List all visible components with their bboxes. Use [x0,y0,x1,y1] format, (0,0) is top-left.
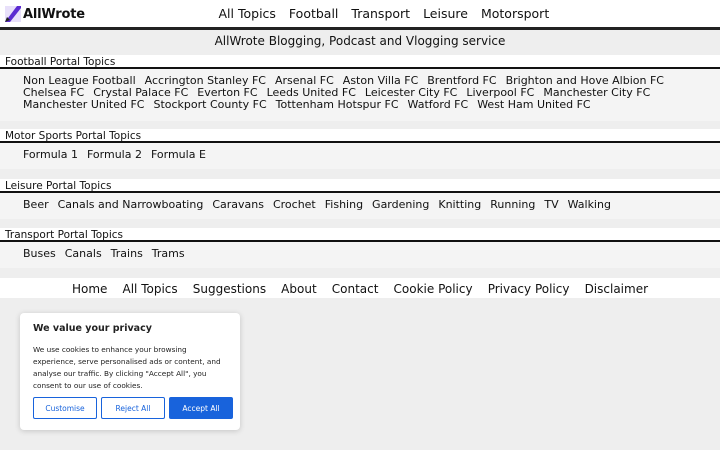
cookie-banner [20,313,240,430]
topic-link[interactable]: Leicester City FC [364,86,458,100]
footer-privacy-policy[interactable]: Privacy Policy [487,282,570,296]
top-nav [212,6,556,21]
footer-suggestions[interactable]: Suggestions [192,282,267,296]
topic-link[interactable]: Accrington Stanley FC [144,74,266,87]
section-title: Football Portal Topics [0,55,720,69]
topic-link[interactable]: Watford FC [407,98,469,112]
topic-link[interactable]: Stockport County FC [153,98,267,112]
topic-link[interactable]: Brighton and Hove Albion FC [505,74,664,87]
logo[interactable] [4,4,85,24]
football-section [0,55,720,121]
topic-link[interactable]: Everton FC [197,86,258,100]
motorsport-section [0,129,720,169]
footer-about[interactable]: About [281,282,317,296]
topic-link[interactable]: Trains [110,247,143,260]
topic-link[interactable]: Gardening [372,198,430,211]
cookie-text: We use cookies to enhance your browsing experience, serve personalised ads or content, and analyse our traffic. By clicking "Accept All", you consent to our use of cookies. [33,345,221,390]
logo-text: AllWrote [23,6,85,22]
section-title: Leisure Portal Topics [0,179,720,193]
nav-leisure[interactable]: Leisure [423,6,468,21]
topic-link[interactable]: Buses [23,247,56,260]
transport-section [0,228,720,268]
section-title: Transport Portal Topics [0,228,720,242]
topic-list [0,143,720,167]
reject-all-button[interactable]: Reject All [101,397,165,419]
nav-all-topics[interactable]: All Topics [218,6,276,21]
footer-contact[interactable]: Contact [331,282,379,296]
topic-link[interactable]: Canals [64,247,102,260]
topic-list [0,193,720,217]
tagline: AllWrote Blogging, Podcast and Vlogging service [214,34,506,48]
topic-link[interactable]: Canals and Narrowboating [57,198,204,211]
footer-all-topics[interactable]: All Topics [122,282,178,296]
topic-link[interactable]: Non League Football [23,74,136,87]
topic-list [0,242,720,266]
topic-link[interactable]: Formula E [150,148,206,161]
topic-link[interactable]: Knitting [438,198,482,211]
topic-link[interactable]: Fishing [324,198,364,211]
topic-link[interactable]: Formula 1 [23,148,78,161]
logo-icon [4,5,22,23]
topic-link[interactable]: Arsenal FC [274,74,334,87]
topic-link[interactable]: Trams [151,247,185,260]
topic-link[interactable]: Crystal Palace FC [93,86,189,100]
topic-link[interactable]: Chelsea FC [23,86,85,100]
topic-link[interactable]: Brentford FC [427,74,497,87]
cookie-title: We value your privacy [33,323,152,334]
topic-link[interactable]: Manchester City FC [543,86,651,100]
nav-football[interactable]: Football [288,6,339,21]
topic-link[interactable]: Caravans [212,198,264,211]
topic-link[interactable]: West Ham United FC [477,98,591,112]
topic-link[interactable]: Crochet [272,198,316,211]
footer-home[interactable]: Home [71,282,108,296]
topic-link[interactable]: Formula 2 [86,148,142,161]
footer-disclaimer[interactable]: Disclaimer [584,282,649,296]
leisure-section [0,179,720,219]
topic-link[interactable]: Tottenham Hotspur FC [275,98,399,112]
topic-link[interactable]: Running [490,198,536,211]
nav-motorsport[interactable]: Motorsport [480,6,550,21]
nav-transport[interactable]: Transport [351,6,411,21]
topic-link[interactable]: Aston Villa FC [342,74,419,87]
topic-link[interactable]: Leeds United FC [266,86,356,100]
footer-cookie-policy[interactable]: Cookie Policy [393,282,473,296]
topic-link[interactable]: Walking [567,198,611,211]
accept-all-button[interactable]: Accept All [169,397,233,419]
cookie-buttons [33,397,233,419]
topic-link[interactable]: TV [544,198,559,211]
topic-list [0,69,720,118]
footer-nav [0,278,720,298]
section-title: Motor Sports Portal Topics [0,129,720,143]
topic-link[interactable]: Manchester United FC [23,98,145,112]
topic-link[interactable]: Beer [23,198,49,211]
top-bar [0,0,720,30]
customise-button[interactable]: Customise [33,397,97,419]
topic-link[interactable]: Liverpool FC [466,86,535,100]
